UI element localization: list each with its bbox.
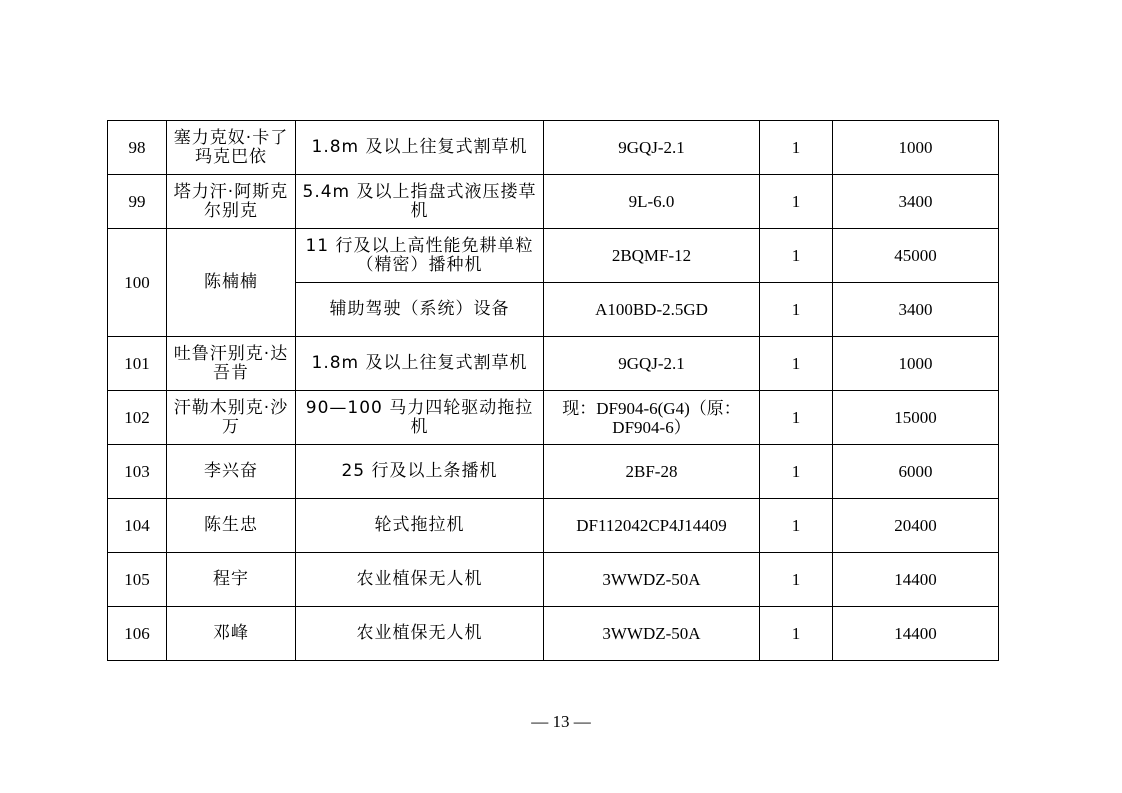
table-row <box>108 445 999 499</box>
machine-model: 3WWDZ-50A <box>544 607 760 661</box>
machine-model: 3WWDZ-50A <box>544 553 760 607</box>
subsidy-amount: 14400 <box>833 607 999 661</box>
machine-type: 11 行及以上高性能免耕单粒（精密）播种机 <box>296 229 544 283</box>
machine-type: 5.4m 及以上指盘式液压搂草机 <box>296 175 544 229</box>
machine-type: 1.8m 及以上往复式割草机 <box>296 337 544 391</box>
row-number: 102 <box>108 391 167 445</box>
machine-type: 轮式拖拉机 <box>296 499 544 553</box>
row-number: 98 <box>108 121 167 175</box>
table-row <box>108 391 999 445</box>
row-number: 105 <box>108 553 167 607</box>
table-row <box>108 337 999 391</box>
machine-model: 9GQJ-2.1 <box>544 337 760 391</box>
page-number: — 13 — <box>531 712 591 731</box>
applicant-name: 李兴奋 <box>167 445 296 499</box>
applicant-name: 吐鲁汗别克·达吾肯 <box>167 337 296 391</box>
quantity: 1 <box>760 607 833 661</box>
row-number: 103 <box>108 445 167 499</box>
table-row <box>108 607 999 661</box>
quantity: 1 <box>760 229 833 283</box>
quantity: 1 <box>760 175 833 229</box>
machine-type: 1.8m 及以上往复式割草机 <box>296 121 544 175</box>
subsidy-amount: 1000 <box>833 337 999 391</box>
machine-type: 25 行及以上条播机 <box>296 445 544 499</box>
quantity: 1 <box>760 499 833 553</box>
row-number: 100 <box>108 229 167 337</box>
applicant-name: 汗勒木别克·沙万 <box>167 391 296 445</box>
row-number: 106 <box>108 607 167 661</box>
row-number: 99 <box>108 175 167 229</box>
subsidy-amount: 20400 <box>833 499 999 553</box>
subsidy-amount: 14400 <box>833 553 999 607</box>
applicant-name: 陈楠楠 <box>167 229 296 337</box>
machine-model: 2BQMF-12 <box>544 229 760 283</box>
applicant-name: 塞力克奴·卡了玛克巴依 <box>167 121 296 175</box>
applicant-name: 邓峰 <box>167 607 296 661</box>
machine-model: A100BD-2.5GD <box>544 283 760 337</box>
subsidy-amount: 3400 <box>833 175 999 229</box>
quantity: 1 <box>760 553 833 607</box>
quantity: 1 <box>760 121 833 175</box>
quantity: 1 <box>760 445 833 499</box>
table-row <box>108 229 999 283</box>
quantity: 1 <box>760 337 833 391</box>
table-row <box>108 121 999 175</box>
machine-type: 辅助驾驶（系统）设备 <box>296 283 544 337</box>
subsidy-amount: 3400 <box>833 283 999 337</box>
quantity: 1 <box>760 283 833 337</box>
machine-model: 现：DF904-6(G4)（原：DF904-6） <box>544 391 760 445</box>
machine-model: 9GQJ-2.1 <box>544 121 760 175</box>
subsidy-amount: 6000 <box>833 445 999 499</box>
applicant-name: 塔力汗·阿斯克尔别克 <box>167 175 296 229</box>
machine-type: 90—100 马力四轮驱动拖拉机 <box>296 391 544 445</box>
machine-model: 9L-6.0 <box>544 175 760 229</box>
machine-model: 2BF-28 <box>544 445 760 499</box>
applicant-name: 陈生忠 <box>167 499 296 553</box>
row-number: 104 <box>108 499 167 553</box>
table-row <box>108 553 999 607</box>
quantity: 1 <box>760 391 833 445</box>
row-number: 101 <box>108 337 167 391</box>
subsidy-table <box>107 120 999 661</box>
applicant-name: 程宇 <box>167 553 296 607</box>
machine-type: 农业植保无人机 <box>296 607 544 661</box>
table-row <box>108 499 999 553</box>
subsidy-amount: 1000 <box>833 121 999 175</box>
table-row <box>108 175 999 229</box>
subsidy-amount: 15000 <box>833 391 999 445</box>
machine-type: 农业植保无人机 <box>296 553 544 607</box>
subsidy-amount: 45000 <box>833 229 999 283</box>
machine-model: DF112042CP4J14409 <box>544 499 760 553</box>
